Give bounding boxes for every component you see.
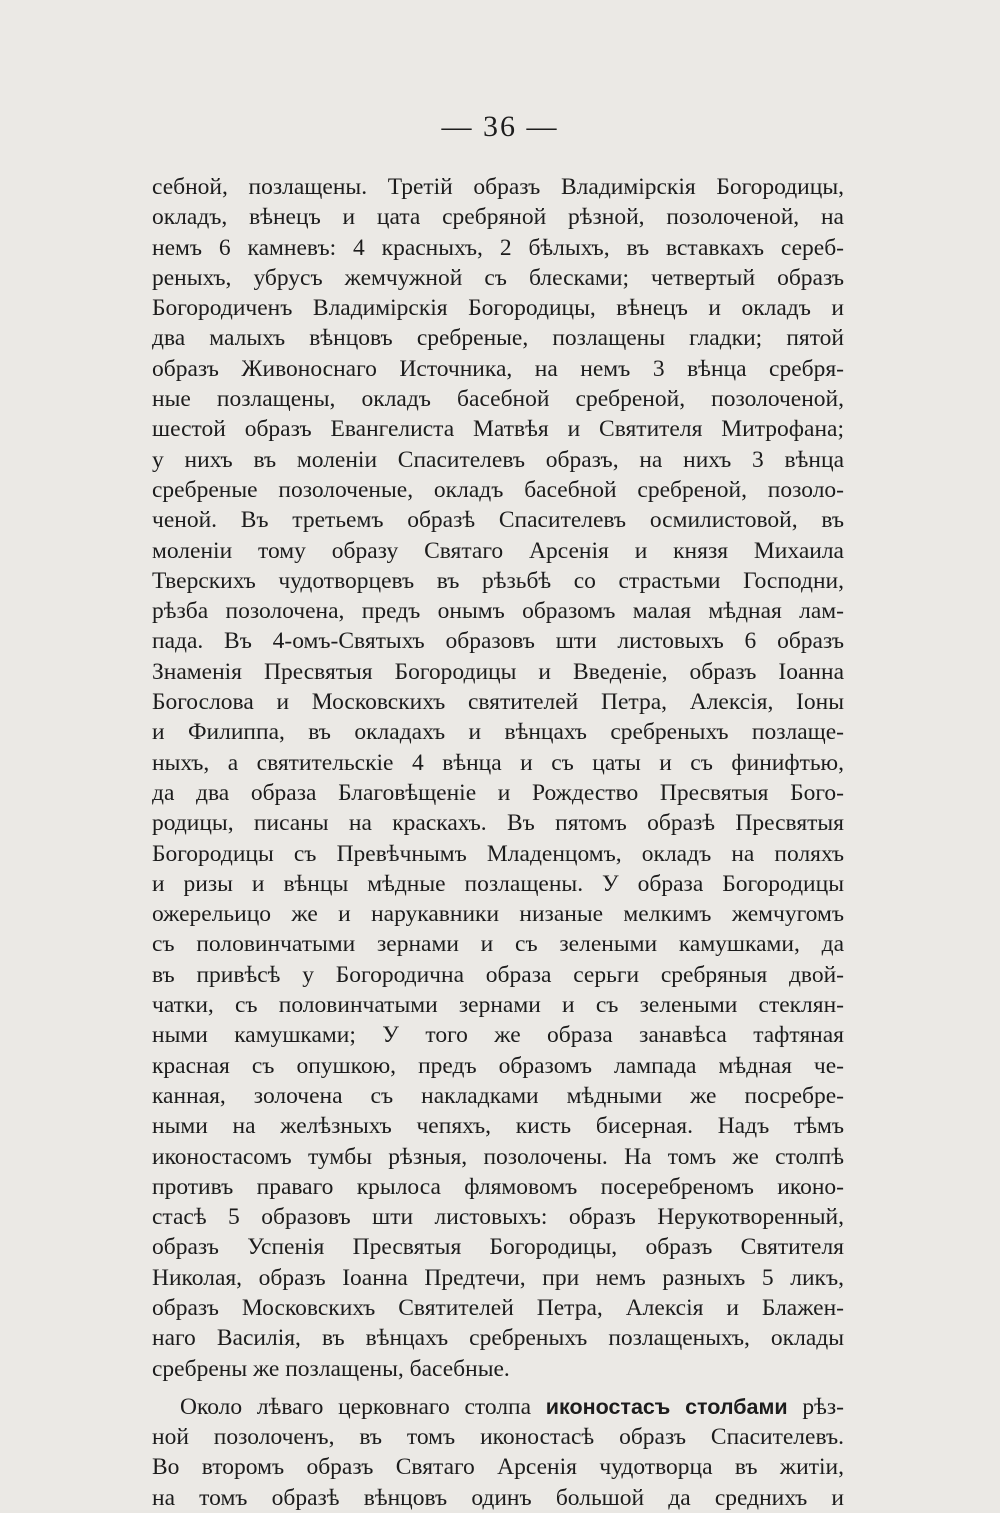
text-line: Николая, образъ Іоанна Предтечи, при немъ разныхъ 5 ликъ, [152, 1264, 844, 1291]
text-line: противъ праваго крылоса флямовомъ посеребреномъ иконо- [152, 1173, 844, 1200]
text-line: на томъ образѣ вѣнцовъ одинъ большой да среднихъ и [152, 1484, 844, 1511]
text-line: наго Василія, въ вѣнцахъ сребреныхъ позлащеныхъ, оклады [152, 1325, 844, 1352]
body-text [152, 172, 844, 1513]
text-line: съ половинчатыми зернами и съ зелеными камушками, да [152, 931, 844, 958]
text-line: да два образа Благовѣщеніе и Рождество Пресвятыя Бого- [152, 779, 844, 806]
text-line: ными камушками; У того же образа занавѣса тафтяная [152, 1022, 844, 1049]
text-line: Во второмъ образъ Святаго Арсенія чудотворца въ житіи, [152, 1454, 844, 1481]
text-line: ной позолоченъ, въ томъ иконостасѣ образъ Спасителевъ. [152, 1424, 844, 1451]
text-line: ожерельицо же и нарукавники низаные мелкимъ жемчугомъ [152, 901, 844, 928]
text-line: красная съ опушкою, предъ образомъ лампада мѣдная че- [152, 1052, 844, 1079]
paragraph-1 [152, 172, 844, 1384]
text-line: пада. Въ 4-омъ-Святыхъ образовъ шти листовыхъ 6 образъ [152, 628, 844, 655]
text-line: въ привѣсѣ у Богородична образа серьги сребряныя двой- [152, 961, 844, 988]
text-line: сребрены же позлащены, басебные. [152, 1355, 510, 1382]
text-line: ныхъ, а святительскіе 4 вѣнца и съ цаты и съ финифтью, [152, 749, 844, 776]
text-line: шестой образъ Евангелиста Матвѣя и Святителя Митрофана; [152, 416, 844, 443]
text-line: немъ 6 камневъ: 4 красныхъ, 2 бѣлыхъ, въ вставкахъ сереб- [152, 234, 844, 261]
text-line: Богородиченъ Владимірскія Богородицы, вѣнецъ и окладъ и [152, 295, 844, 322]
text-span: рѣз- [787, 1393, 845, 1420]
paragraph-2 [152, 1392, 844, 1513]
text-line: ными на желѣзныхъ чепяхъ, кисть бисерная. Надъ тѣмъ [152, 1113, 844, 1140]
text-line: Знаменія Пресвятыя Богородицы и Введеніе, образъ Іоанна [152, 658, 844, 685]
text-line: иконостасомъ тумбы рѣзныя, позолочены. На томъ же столпѣ [152, 1143, 844, 1170]
text-line: окладъ, вѣнецъ и цата сребряной рѣзной, позолоченой, на [152, 204, 844, 231]
text-line [152, 1392, 844, 1422]
text-line: рѣзба позолочена, предъ онымъ образомъ малая мѣдная лам- [152, 598, 844, 625]
text-line: ные позлащены, окладъ басебной сребреной, позолоченой, [152, 386, 844, 413]
text-line: стасѣ 5 образовъ шти листовыхъ: образъ Нерукотворенный, [152, 1204, 844, 1231]
text-line: Богослова и Московскихъ святителей Петра, Алексія, Іоны [152, 689, 844, 716]
text-line: Богородицы съ Превѣчнымъ Младенцомъ, окладъ на поляхъ [152, 840, 844, 867]
text-line: Тверскихъ чудотворцевъ въ рѣзьбѣ со страстьми Господни, [152, 567, 844, 594]
text-line: сребреные позолоченые, окладъ басебной сребреной, позоло- [152, 476, 844, 503]
text-line: себной, позлащены. Третій образъ Владимірскія Богородицы, [152, 174, 844, 200]
text-line: у нихъ въ моленіи Спасителевъ образъ, на нихъ 3 вѣнца [152, 446, 844, 473]
text-line: канная, золочена съ накладками мѣдными же посребре- [152, 1082, 844, 1109]
text-line: реныхъ, убрусъ жемчужной съ блесками; четвертый образъ [152, 264, 844, 291]
text-line: образъ Живоноснаго Источника, на немъ 3 вѣнца сребря- [152, 355, 844, 382]
text-line: ченой. Въ третьемъ образѣ Спасителевъ осмилистовой, въ [152, 507, 844, 534]
text-line: чатки, съ половинчатыми зернами и съ зелеными стеклян- [152, 992, 844, 1019]
text-line: моленіи тому образу Святаго Арсенія и князя Михаила [152, 537, 844, 564]
text-line: родицы, писаны на краскахъ. Въ пятомъ образѣ Пресвятыя [152, 810, 844, 837]
page-number: — 36 — [441, 110, 559, 143]
bold-text-span: иконостасъ столбами [545, 1394, 788, 1419]
text-span: Около лѣваго церковнаго столпа [180, 1393, 546, 1420]
text-line: образъ Успенія Пресвятыя Богородицы, образъ Святителя [152, 1234, 844, 1261]
text-line: и ризы и вѣнцы мѣдные позлащены. У образа Богородицы [152, 870, 844, 897]
text-line: образъ Московскихъ Святителей Петра, Алексія и Блажен- [152, 1294, 844, 1321]
text-line: и Филиппа, въ окладахъ и вѣнцахъ сребреныхъ позлаще- [152, 719, 844, 746]
text-line: два малыхъ вѣнцовъ сребреные, позлащены гладки; пятой [152, 325, 844, 352]
